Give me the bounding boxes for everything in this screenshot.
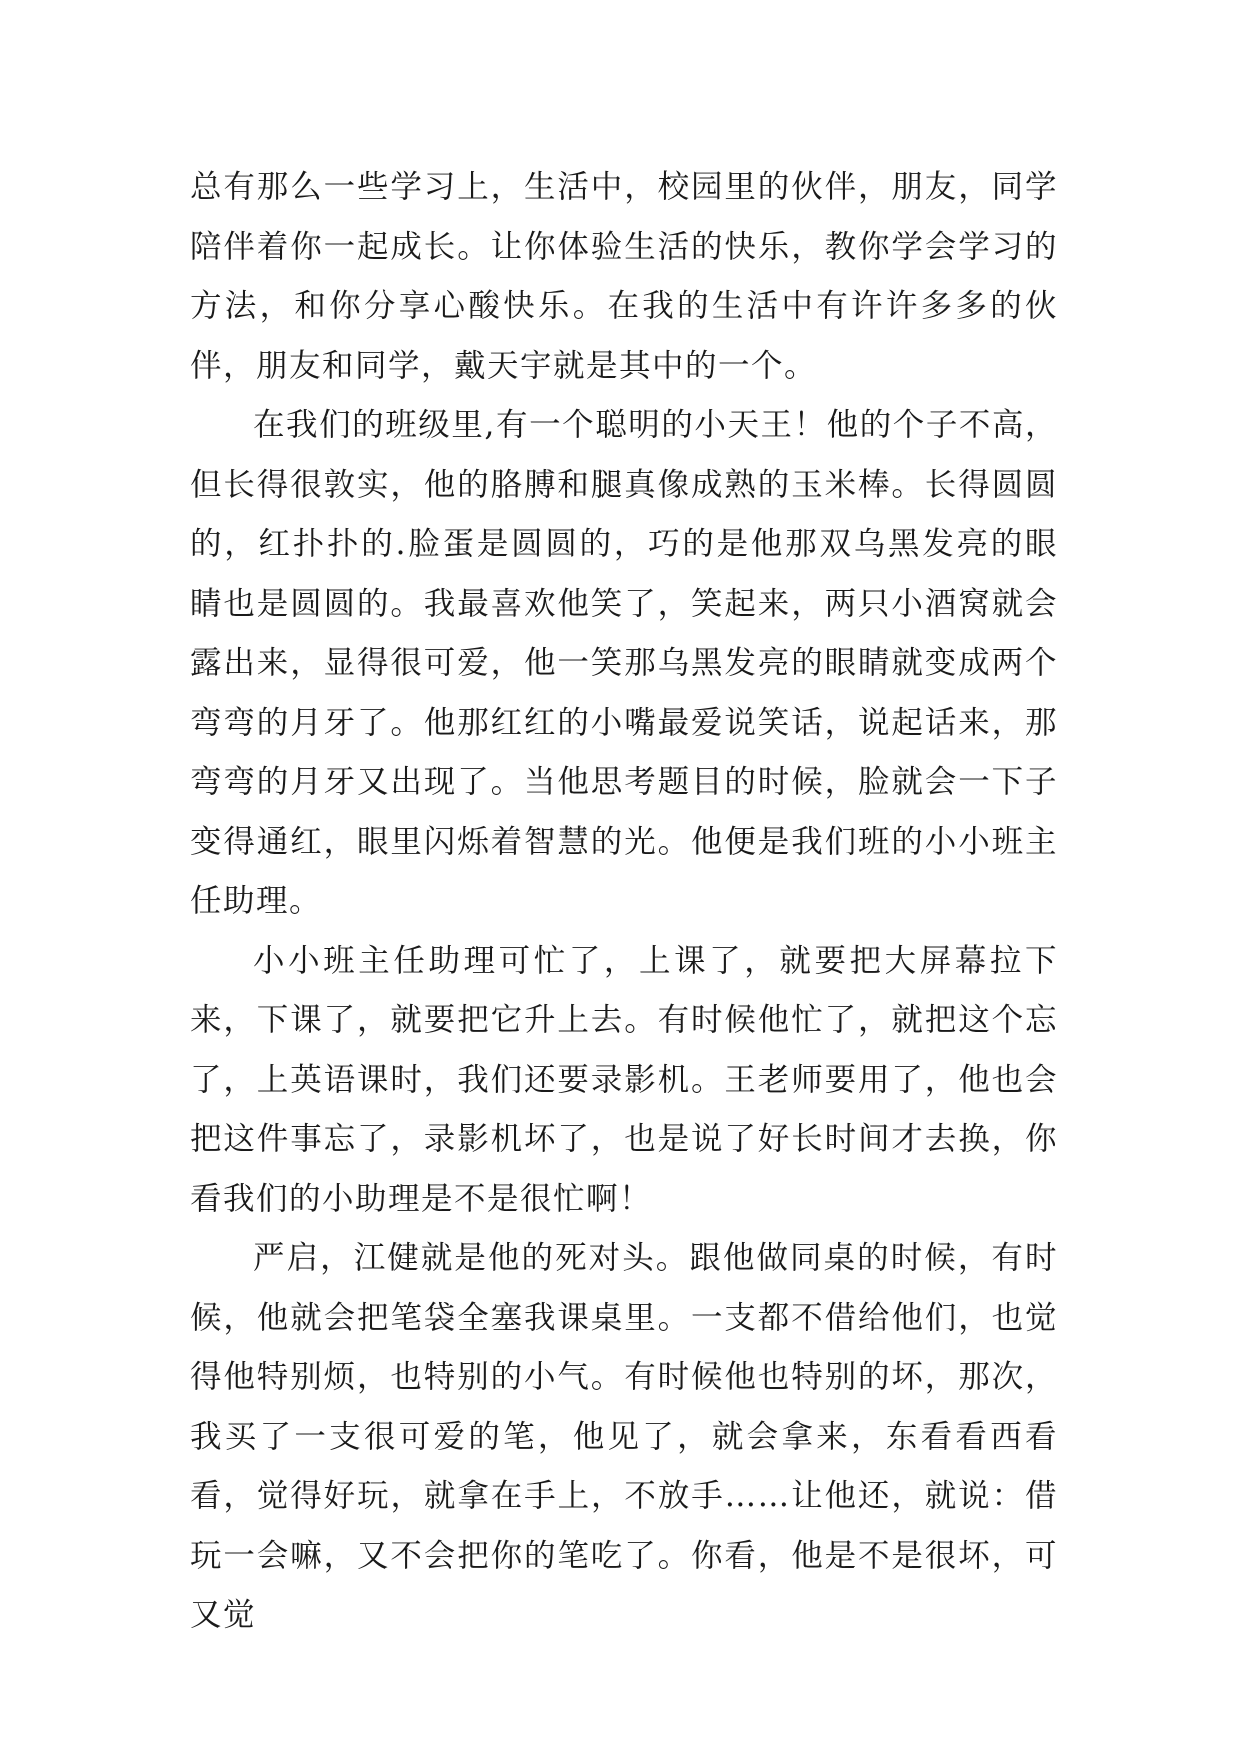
paragraph-4: 严启，江健就是他的死对头。跟他做同桌的时候，有时候，他就会把笔袋全塞我课桌里。一支都不借给他们，也觉得他特别烦，也特别的小气。有时候他也特别的坏，那次，我买了一支很可爱的笔，他见了，就会拿来，东看看西看看，觉得好玩，就拿在手上，不放手……让他还，就说：借玩一会嘛，又不会把你的笔吃了。你看，他是不是很坏，可又觉 (190, 1240, 1058, 1633)
paragraph-2: 在我们的班级里,有一个聪明的小天王！他的个子不高，但长得很敦实，他的胳膊和腿真像成熟的玉米棒。长得圆圆的，红扑扑的.脸蛋是圆圆的，巧的是他那双乌黑发亮的眼睛也是圆圆的。我最喜欢他笑了，笑起来，两只小酒窝就会露出来，显得很可爱，他一笑那乌黑发亮的眼睛就变成两个弯弯的月牙了。他那红红的小嘴最爱说笑话，说起话来，那弯弯的月牙又出现了。当他思考题目的时候，脸就会一下子变得通红，眼里闪烁着智慧的光。他便是我们班的小小班主任助理。 (190, 407, 1058, 919)
paragraph-1: 总有那么一些学习上，生活中，校园里的伙伴，朋友，同学陪伴着你一起成长。让你体验生活的快乐，教你学会学习的方法，和你分享心酸快乐。在我的生活中有许许多多的伙伴，朋友和同学，戴天宇就是其中的一个。 (190, 169, 1058, 384)
paragraph-3: 小小班主任助理可忙了，上课了，就要把大屏幕拉下来，下课了，就要把它升上去。有时候他忙了，就把这个忘了，上英语课时，我们还要录影机。王老师要用了，他也会把这件事忘了，录影机坏了，也是说了好长时间才去换，你看我们的小助理是不是很忙啊！ (190, 942, 1058, 1217)
document-body (190, 158, 1058, 1646)
